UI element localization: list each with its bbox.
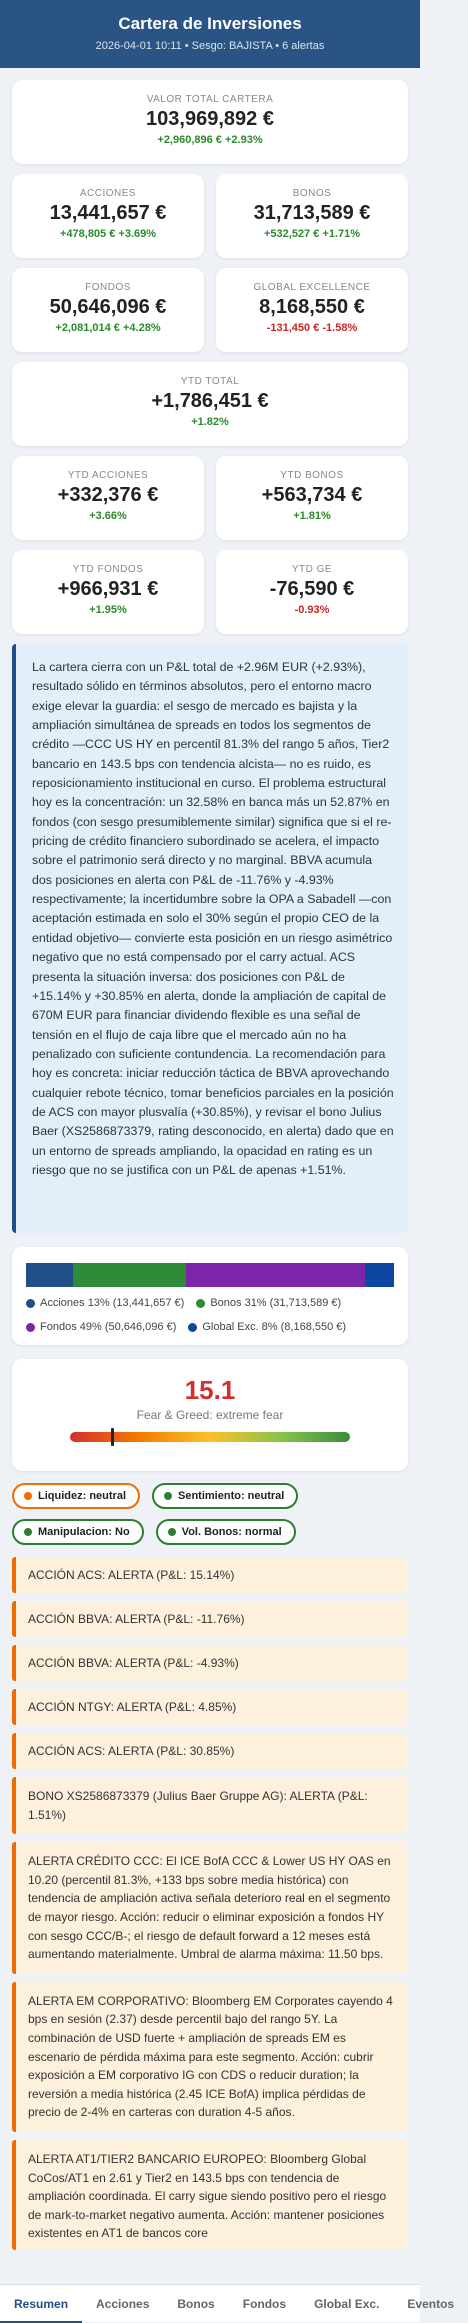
funds-label: FONDOS <box>85 282 131 293</box>
fear-greed-score: 15.1 <box>184 1375 236 1405</box>
pill-label: Sentimiento: neutral <box>178 1490 285 1502</box>
tab-bonos[interactable]: Bonos <box>177 2296 215 2311</box>
legend-item-funds <box>26 1321 176 1333</box>
bonds-change: +532,527 € +1.71% <box>263 228 361 240</box>
pill-sentiment <box>152 1483 298 1509</box>
asset-row-1 <box>12 174 408 258</box>
global-excellence-value: 8,168,550 € <box>259 296 365 318</box>
pill-label: Vol. Bonos: normal <box>181 1526 282 1538</box>
pill-liquidity <box>12 1483 140 1509</box>
ytd-funds-value: +966,931 € <box>57 578 159 600</box>
alert-item[interactable]: ACCIÓN BBVA: ALERTA (P&L: -4.93%) <box>12 1645 408 1681</box>
alert-item[interactable]: BONO XS2586873379 (Julius Baer Gruppe AG): ALERTA (P&L: 1.51%) <box>12 1777 408 1834</box>
fear-greed-card <box>12 1359 408 1471</box>
ytd-stocks-card <box>12 456 204 540</box>
ytd-ge-label: YTD GE <box>291 564 333 575</box>
allocation-segment-bonds <box>73 1263 186 1287</box>
pill-bond-volatility <box>156 1519 296 1545</box>
alert-item[interactable]: ALERTA EM CORPORATIVO: Bloomberg EM Corporates cayendo 4 bps en sesión (2.37) desde percentil bajo del rango 5Y. La combinación de USD fuerte + ampliación de spreads EM es escenario de pérdida máxima para este segmento. Acción: cubrir exposición a EM corporativo IG con CDS o reducir duration; la reversión a media histórica (2.45 ICE BofA) implica pérdidas de precio de 2-4% en carteras con duration 4-5 años. <box>12 1982 408 2132</box>
ytd-stocks-value: +332,376 € <box>57 484 159 506</box>
allocation-bar <box>26 1263 394 1287</box>
legend-item-bonds <box>196 1297 341 1309</box>
ytd-bonds-card <box>216 456 408 540</box>
fear-greed-label: Fear & Greed: extreme fear <box>136 1408 284 1422</box>
status-dot-icon <box>168 1528 176 1536</box>
stocks-value: 13,441,657 € <box>49 202 167 224</box>
global-excellence-label: GLOBAL EXCELLENCE <box>253 282 371 293</box>
alert-item[interactable]: ACCIÓN ACS: ALERTA (P&L: 30.85%) <box>12 1733 408 1769</box>
fear-greed-marker <box>111 1428 114 1446</box>
asset-row-2 <box>12 268 408 352</box>
ytd-stocks-label: YTD ACCIONES <box>67 470 149 481</box>
funds-value: 50,646,096 € <box>49 296 167 318</box>
legend-dot-icon <box>188 1323 197 1332</box>
status-dot-icon <box>24 1492 32 1500</box>
fear-greed-gauge <box>70 1432 350 1442</box>
pill-label: Manipulacion: No <box>38 1526 130 1538</box>
ytd-funds-card <box>12 550 204 634</box>
tab-eventos[interactable]: Eventos <box>407 2296 455 2311</box>
ytd-bonds-change: +1.81% <box>293 510 331 522</box>
alert-item[interactable]: ALERTA CRÉDITO CCC: El ICE BofA CCC & Lower US HY OAS en 10.20 (percentil 81.3%, +133 bps sobre media histórica) con tendencia de ampliación activa señala deterioro real en el segmento de mayor riesgo. Acción: reducir o eliminar exposición a fondos HY con sesgo CCC/B-; el riesgo de default forward a 12 meses está aumentando materialmente. Umbral de alarma máxima: 11.50 bps. <box>12 1842 408 1974</box>
alert-item[interactable]: ACCIÓN ACS: ALERTA (P&L: 15.14%) <box>12 1557 408 1593</box>
allocation-segment-stocks <box>26 1263 73 1287</box>
ytd-funds-change: +1.95% <box>89 604 127 616</box>
status-dot-icon <box>24 1528 32 1536</box>
total-change: +2,960,896 € +2.93% <box>157 134 263 146</box>
alert-item[interactable]: ALERTA AT1/TIER2 BANCARIO EUROPEO: Bloomberg Global CoCos/AT1 en 2.61 y Tier2 en 143.5 bps con tendencia de ampliación coordinada. El carry sigue siendo positivo pero el riesgo de mark-to-market negativo aumenta. Acción: mantener posiciones existentes en AT1 de bancos core <box>12 2140 408 2250</box>
header-subtitle: 2026-04-01 10:11 • Sesgo: BAJISTA • 6 alertas <box>95 40 325 52</box>
allocation-card <box>12 1247 408 1345</box>
status-dot-icon <box>164 1492 172 1500</box>
ytd-total-value: +1,786,451 € <box>151 390 269 412</box>
alert-item[interactable]: ACCIÓN BBVA: ALERTA (P&L: -11.76%) <box>12 1601 408 1637</box>
tab-resumen[interactable]: Resumen <box>0 2285 82 2323</box>
ytd-ge-value: -76,590 € <box>269 578 355 600</box>
ytd-ge-card <box>216 550 408 634</box>
legend-label: Acciones 13% (13,441,657 €) <box>40 1297 185 1309</box>
global-excellence-card[interactable] <box>216 268 408 352</box>
ytd-row-1 <box>12 456 408 540</box>
legend-label: Fondos 49% (50,646,096 €) <box>40 1321 177 1333</box>
funds-change: +2,081,014 € +4.28% <box>55 322 161 334</box>
indicator-pills <box>12 1483 408 1545</box>
stocks-change: +478,805 € +3.69% <box>59 228 157 240</box>
ytd-total-change: +1.82% <box>191 416 229 428</box>
ytd-row-2 <box>12 550 408 634</box>
ytd-bonds-label: YTD BONOS <box>280 470 344 481</box>
ytd-funds-label: YTD FONDOS <box>72 564 144 575</box>
stocks-card[interactable] <box>12 174 204 258</box>
legend-dot-icon <box>26 1299 35 1308</box>
funds-card[interactable] <box>12 268 204 352</box>
legend-label: Global Exc. 8% (8,168,550 €) <box>202 1321 347 1333</box>
market-commentary: La cartera cierra con un P&L total de +2.96M EUR (+2.93%), resultado sólido en términos absolutos, pero el entorno macro exige elevar la guardia: el sesgo de mercado es bajista y la ampliación simultánea de spreads en todos los segmentos de crédito —CCC US HY en percentil 81.3% del rango 5 años, Tier2 bancario en 143.5 bps con tendencia alcista— no es ruido, es reposicionamiento institucional en curso. El problema estructural hoy es la concentración: un 32.58% en banca más un 52.87% en fondos (con sesgo presumiblemente similar) significa que si el re-pricing de crédito financiero subordinado se acelera, el impacto sobre el patrimonio será directo y no marginal. BBVA acumula dos posiciones en alerta con P&L de -11.76% y -4.93% respectivamente; la incertidumbre sobre la OPA a Sabadell —con aceptación estimada en solo el 30% según el propio CEO de la entidad objetivo— convierte esta posición en un riesgo asimétrico negativo que no está compensado por el carry actual. ACS presenta la situación inversa: dos posiciones con P&L de +15.14% y +30.85% en alerta, donde la ampliación de capital de 670M EUR para financiar dividendo flexible es una señal de tensión en el flujo de caja libre que el mercado aún no ha penalizado con suficiente contundencia. La recomendación para hoy es concreta: iniciar reducción táctica de BBVA aprovechando cualquier rebote técnico, tomar beneficios parciales en la posición de ACS con mayor plusvalía (+30.85%), y revisar el bono Julius Baer (XS2586873379, rating desconocido, en alerta) dado que en un entorno de spreads ampliando, la opacidad en rating es un riesgo que no se justifica con un P&L de apenas +1.51%. <box>12 644 408 1233</box>
tab-fondos[interactable]: Fondos <box>242 2296 287 2311</box>
allocation-legend <box>26 1297 394 1333</box>
allocation-segment-funds <box>186 1263 365 1287</box>
tab-acciones[interactable]: Acciones <box>96 2296 150 2311</box>
ytd-stocks-change: +3.66% <box>89 510 127 522</box>
ytd-ge-change: -0.93% <box>294 604 330 616</box>
total-value-card <box>12 80 408 164</box>
legend-label: Bonos 31% (31,713,589 €) <box>210 1297 342 1309</box>
page-title: Cartera de Inversiones <box>118 14 302 33</box>
ytd-bonds-value: +563,734 € <box>261 484 363 506</box>
legend-dot-icon <box>196 1299 205 1308</box>
stocks-label: ACCIONES <box>79 188 137 199</box>
tab-global-exc[interactable]: Global Exc. <box>314 2296 380 2311</box>
total-value-label: VALOR TOTAL CARTERA <box>146 94 274 105</box>
alerts-list <box>12 1557 408 2250</box>
allocation-segment-global <box>365 1263 394 1287</box>
app-header <box>0 0 420 68</box>
main-content <box>0 68 420 2250</box>
legend-item-stocks <box>26 1297 184 1309</box>
ytd-total-card <box>12 362 408 446</box>
ytd-total-label: YTD TOTAL <box>180 376 240 387</box>
legend-item-global <box>188 1321 346 1333</box>
bottom-tab-bar <box>0 2284 455 2322</box>
legend-dot-icon <box>26 1323 35 1332</box>
pill-label: Liquidez: neutral <box>38 1490 126 1502</box>
bonds-value: 31,713,589 € <box>253 202 371 224</box>
bonds-card[interactable] <box>216 174 408 258</box>
total-value: 103,969,892 € <box>146 108 274 130</box>
bonds-label: BONOS <box>292 188 332 199</box>
alert-item[interactable]: ACCIÓN NTGY: ALERTA (P&L: 4.85%) <box>12 1689 408 1725</box>
global-excellence-change: -131,450 € -1.58% <box>266 322 358 334</box>
pill-manipulation <box>12 1519 144 1545</box>
